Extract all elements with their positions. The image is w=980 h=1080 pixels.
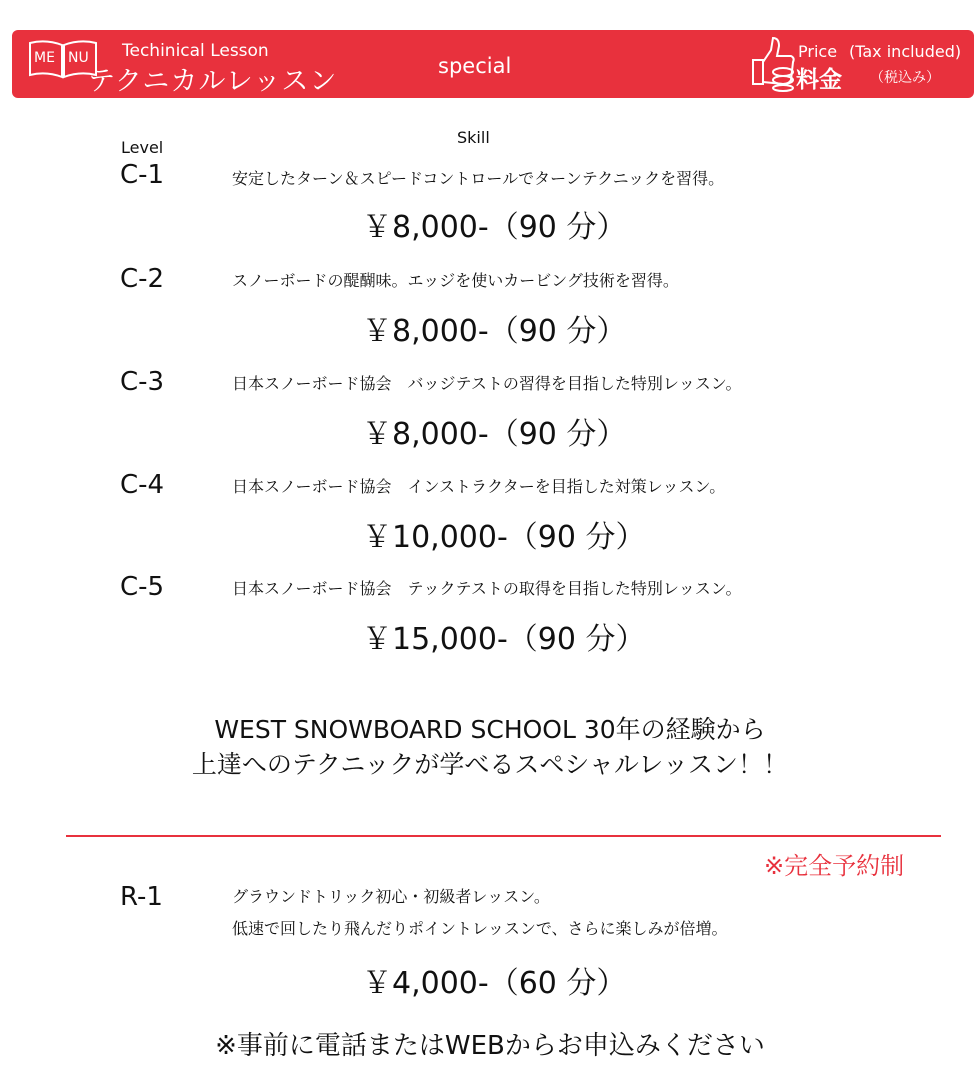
lesson-description: スノーボードの醍醐味。エッジを使いカービング技術を習得。 bbox=[232, 271, 679, 290]
header-banner bbox=[12, 30, 974, 98]
header-title-jp: テクニカルレッスン bbox=[88, 66, 338, 97]
slogan-line-2: 上達へのテクニックが学べるスペシャルレッスン！！ bbox=[191, 750, 789, 779]
lesson-price: ￥10,000-（90 分） bbox=[362, 520, 646, 555]
header-title-en: Techinical Lesson bbox=[122, 41, 269, 61]
column-header-skill: Skill bbox=[457, 128, 490, 147]
lesson-code: C-2 bbox=[120, 264, 165, 294]
section-divider bbox=[66, 835, 941, 837]
menu-label-left: ME bbox=[34, 50, 55, 66]
lesson-code: C-3 bbox=[120, 367, 165, 397]
header-price-jp: 料金 bbox=[796, 67, 842, 93]
header-tax-jp: （税込み） bbox=[870, 70, 940, 86]
lesson-price: ￥15,000-（90 分） bbox=[362, 622, 646, 657]
lesson-code: C-5 bbox=[120, 572, 165, 602]
extra-lesson-description-1: グラウンドトリック初心・初級者レッスン。 bbox=[232, 887, 550, 906]
lesson-code: C-1 bbox=[120, 160, 165, 190]
lesson-price: ￥8,000-（90 分） bbox=[362, 314, 627, 349]
slogan-line-1: WEST SNOWBOARD SCHOOL 30年の経験から bbox=[214, 715, 766, 744]
extra-lesson-price: ￥4,000-（60 分） bbox=[362, 966, 627, 1001]
header-special: special bbox=[438, 54, 512, 78]
lesson-description: 日本スノーボード協会 バッジテストの習得を目指した特別レッスン。 bbox=[232, 374, 742, 393]
lesson-code: C-4 bbox=[120, 470, 165, 500]
lesson-description: 安定したターン＆スピードコントロールでターンテクニックを習得。 bbox=[232, 169, 725, 188]
header-price-en: Price bbox=[798, 42, 838, 61]
lesson-description: 日本スノーボード協会 インストラクターを目指した対策レッスン。 bbox=[232, 477, 726, 496]
extra-lesson-description-2: 低速で回したり飛んだりポイントレッスンで、さらに楽しみが倍増。 bbox=[232, 919, 728, 938]
header-tax-included: (Tax included) bbox=[849, 42, 962, 61]
lesson-price: ￥8,000-（90 分） bbox=[362, 210, 627, 245]
column-header-level: Level bbox=[121, 138, 164, 157]
menu-label-right: NU bbox=[68, 50, 89, 66]
reservation-notice: ※完全予約制 bbox=[764, 852, 905, 880]
lesson-description: 日本スノーボード協会 テックテストの取得を目指した特別レッスン。 bbox=[232, 579, 742, 598]
extra-lesson-code: R-1 bbox=[120, 882, 163, 912]
lesson-price: ￥8,000-（90 分） bbox=[362, 417, 627, 452]
thumbs-up-coins-icon bbox=[747, 34, 799, 92]
footer-note: ※事前に電話またはWEBからお申込みください bbox=[215, 1031, 765, 1061]
